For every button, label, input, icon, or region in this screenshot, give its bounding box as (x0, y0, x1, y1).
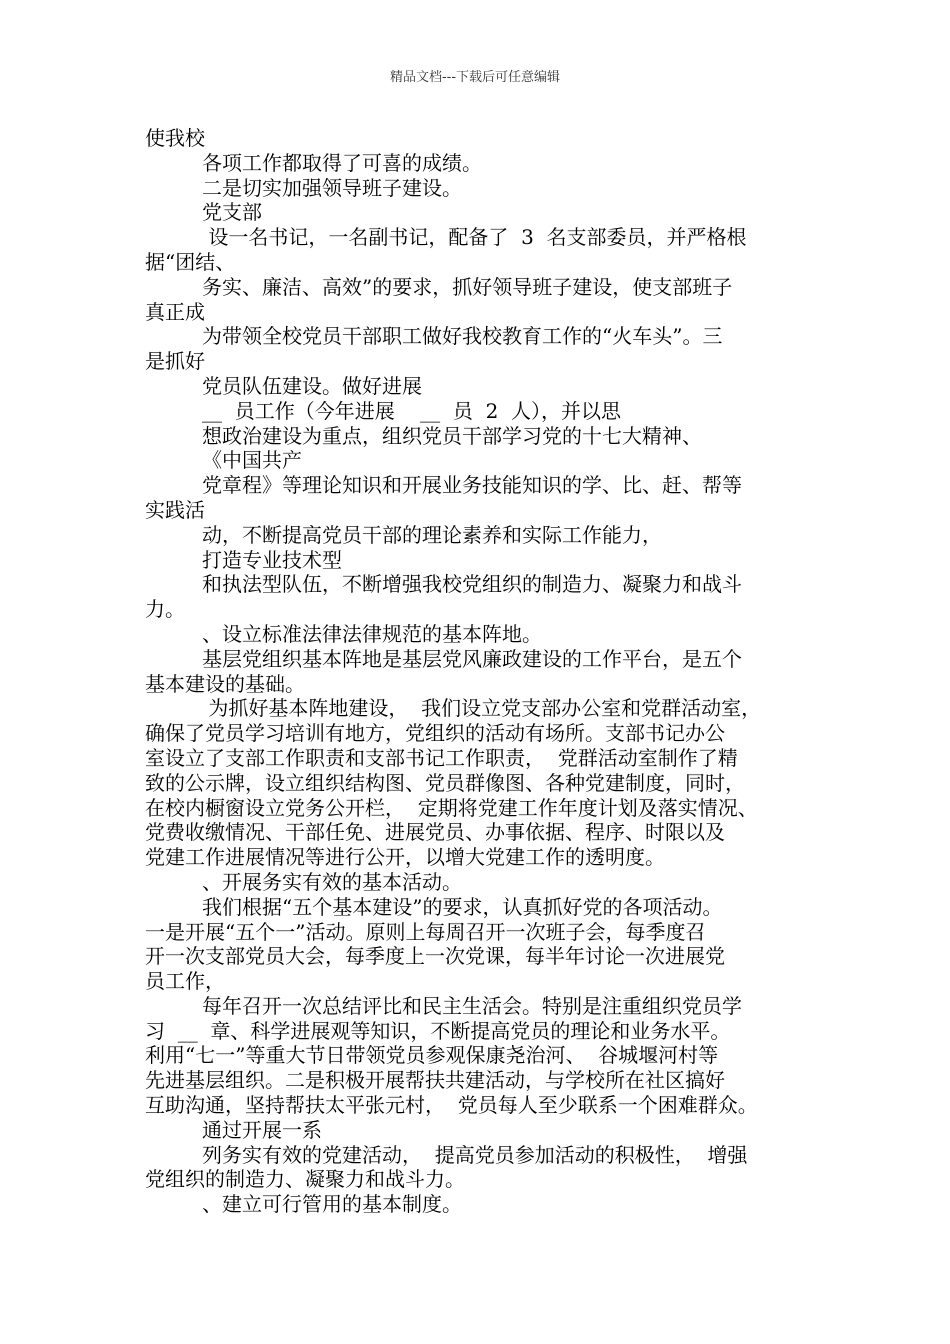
text-line: 党支部 (202, 200, 262, 225)
text-line: 致的公示牌，设立组织结构图、党员群像图、各种党建制度，同时， (145, 770, 745, 795)
text-line: 员工作， (145, 969, 225, 994)
text-line: 是抓好 (145, 349, 205, 374)
text-line: 党费收缴情况、干部任免、进展党员、办事依据、程序、时限以及 (145, 820, 725, 845)
text-line: 真正成 (145, 299, 205, 324)
page-header: 精品文档---下载后可任意编辑 (389, 70, 561, 85)
text-line: 使我校 (145, 126, 205, 150)
text-line: 一是开展“五个一”活动。原则上每周召开一次班子会，每季度召 (145, 919, 706, 944)
text-line: 基层党组织基本阵地是基层党风廉政建设的工作平台，是五个 (202, 646, 742, 671)
text-line: 通过开展一系 (202, 1117, 322, 1142)
text-line: 、设立标准法律法律规范的基本阵地。 (202, 621, 542, 646)
text-line: 党建工作进展情况等进行公开，以增大党建工作的透明度。 (145, 845, 665, 870)
text-line: 党员队伍建设。做好进展 (202, 373, 422, 398)
text-line: 为抓好基本阵地建设， 我们设立党支部办公室和党群活动室， (202, 696, 762, 721)
text-line: 互助沟通，坚持帮扶太平张元村， 党员每人至少联系一个困难群众。 (145, 1093, 758, 1118)
text-line: 、建立可行管用的基本制度。 (202, 1192, 462, 1217)
text-line: 各项工作都取得了可喜的成绩。 (202, 150, 482, 175)
text-line: 设一名书记，一名副书记，配备了 3 名支部委员，并严格根 (202, 225, 747, 250)
text-line: 为带领全校党员干部职工做好我校教育工作的“火车头”。三 (202, 324, 723, 349)
text-line: 打造专业技术型 (202, 547, 342, 572)
text-line: 和执法型队伍，不断增强我校党组织的制造力、凝聚力和战斗 (202, 572, 742, 597)
text-line: 实践活 (145, 497, 205, 522)
text-line: 、开展务实有效的基本活动。 (202, 869, 462, 894)
text-line: 每年召开一次总结评比和民主生活会。特别是注重组织党员学 (202, 993, 742, 1018)
text-line: 确保了党员学习培训有地方，党组织的活动有场所。支部书记办公 (145, 721, 725, 746)
text-line: 在校内橱窗设立党务公开栏， 定期将党建工作年度计划及落实情况、 (145, 795, 758, 820)
text-line: 动，不断提高党员干部的理论素养和实际工作能力， (202, 522, 662, 547)
document-body (145, 126, 815, 1217)
text-line: 室设立了支部工作职责和支部书记工作职责， 党群活动室制作了精 (145, 745, 738, 770)
text-line: 二是切实加强领导班子建设。 (202, 175, 462, 200)
text-line: 我们根据“五个基本建设”的要求，认真抓好党的各项活动。 (202, 894, 723, 919)
text-line: 先进基层组织。二是积极开展帮扶共建活动，与学校所在社区搞好 (145, 1068, 725, 1093)
text-line: 务实、廉洁、高效”的要求，抓好领导班子建设，使支部班子 (202, 274, 733, 299)
text-line: 利用“七一”等重大节日带领党员参观保康尧治河、 谷城堰河村等 (145, 1043, 719, 1068)
text-line: __ 员工作（今年进展 __ 员 2 人），并以思 (202, 398, 622, 423)
text-line: 习 __ 章、科学进展观等知识，不断提高党员的理论和业务水平。 (145, 1018, 731, 1043)
text-line: 想政治建设为重点，组织党员干部学习党的十七大精神、 (202, 423, 702, 448)
text-line: 基本建设的基础。 (145, 671, 305, 696)
text-line: 列务实有效的党建活动， 提高党员参加活动的积极性， 增强 (202, 1142, 748, 1167)
text-line: 党章程》等理论知识和开展业务技能知识的学、比、赶、帮等 (202, 473, 742, 498)
text-line: 力。 (145, 597, 185, 622)
text-line: 据“团结、 (145, 249, 236, 274)
text-line: 党组织的制造力、凝聚力和战斗力。 (145, 1167, 465, 1192)
text-line: 《中国共产 (202, 448, 302, 473)
text-line: 开一次支部党员大会，每季度上一次党课，每半年讨论一次进展党 (145, 944, 725, 969)
